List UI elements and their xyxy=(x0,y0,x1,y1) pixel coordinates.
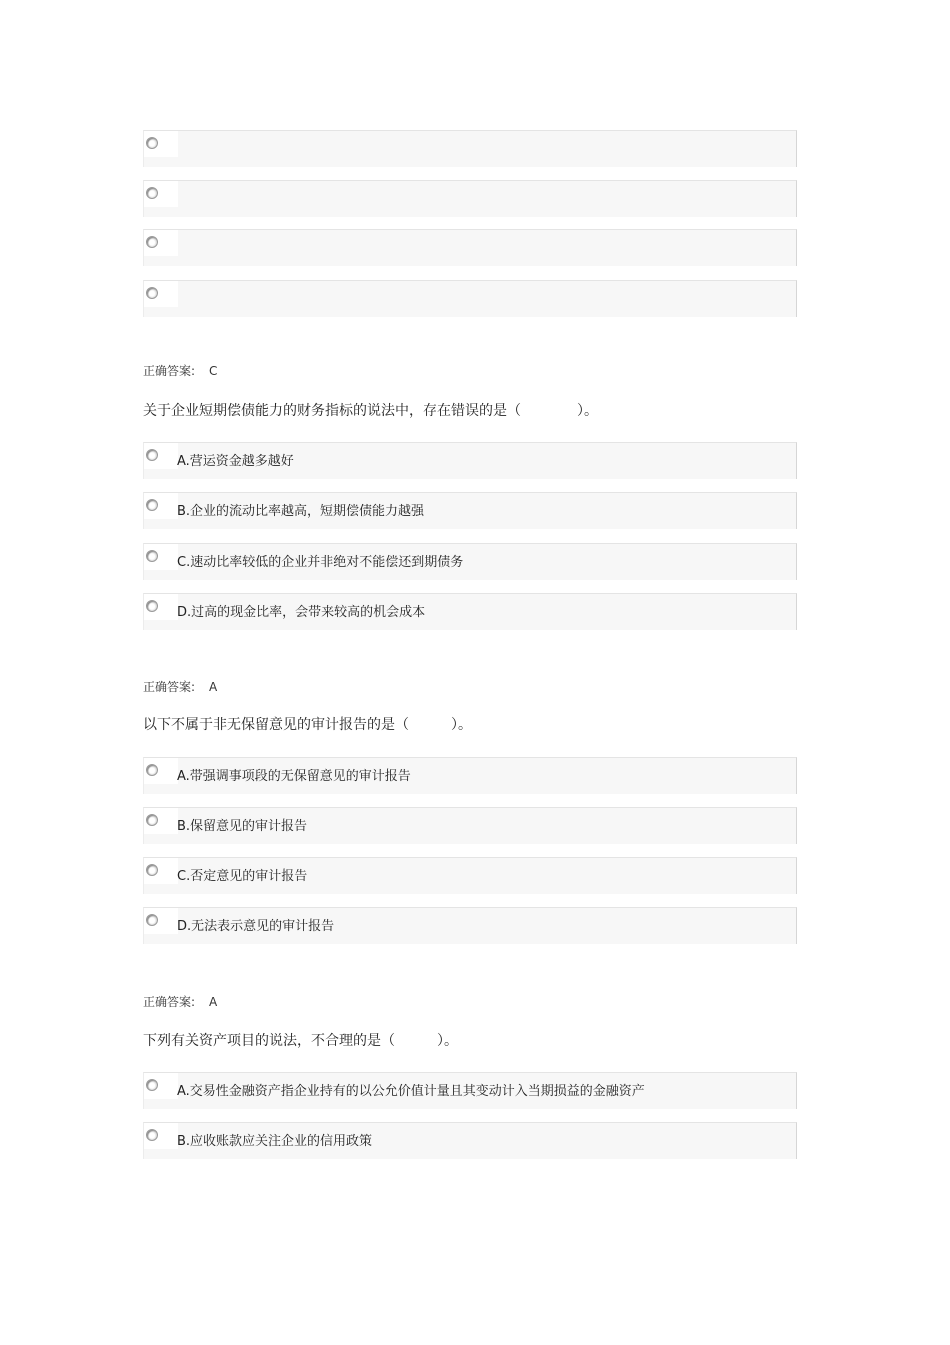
option-row[interactable] xyxy=(143,907,797,944)
radio-button-icon[interactable] xyxy=(146,187,158,199)
radio-button-icon[interactable] xyxy=(146,550,158,562)
correct-answer-value: C xyxy=(209,364,218,378)
correct-answer-label: 正确答案: xyxy=(143,995,196,1009)
question-text: 下列有关资产项目的说法，不合理的是（ ）。 xyxy=(143,1033,458,1049)
correct-answer-value: A xyxy=(209,995,218,1009)
radio-button-icon[interactable] xyxy=(146,1079,158,1091)
option-label: A.交易性金融资产指企业持有的以公允价值计量且其变动计入当期损益的金融资产 xyxy=(177,1084,645,1099)
option-row[interactable] xyxy=(143,1072,797,1109)
option-row[interactable] xyxy=(143,492,797,529)
radio-button-icon[interactable] xyxy=(146,914,158,926)
radio-button-icon[interactable] xyxy=(146,287,158,299)
question-text: 以下不属于非无保留意见的审计报告的是（ ）。 xyxy=(143,717,472,733)
correct-answer-label: 正确答案: xyxy=(143,364,196,378)
radio-button-icon[interactable] xyxy=(146,137,158,149)
radio-button-icon[interactable] xyxy=(146,764,158,776)
option-row[interactable] xyxy=(143,757,797,794)
radio-button-icon[interactable] xyxy=(146,1129,158,1141)
correct-answer-label: 正确答案: xyxy=(143,680,196,694)
option-row[interactable] xyxy=(143,543,797,580)
radio-button-icon[interactable] xyxy=(146,449,158,461)
option-row[interactable] xyxy=(143,442,797,479)
option-row[interactable] xyxy=(143,593,797,630)
option-label: D.过高的现金比率，会带来较高的机会成本 xyxy=(177,605,426,620)
option-row[interactable] xyxy=(143,280,797,317)
option-row[interactable] xyxy=(143,180,797,217)
correct-answer xyxy=(143,993,217,1010)
option-label: C.否定意见的审计报告 xyxy=(177,869,308,884)
radio-button-icon[interactable] xyxy=(146,236,158,248)
radio-button-icon[interactable] xyxy=(146,864,158,876)
radio-button-icon[interactable] xyxy=(146,814,158,826)
correct-answer-value: A xyxy=(209,680,218,694)
radio-button-icon[interactable] xyxy=(146,600,158,612)
option-row[interactable] xyxy=(143,229,797,266)
option-label: B.保留意见的审计报告 xyxy=(177,819,308,834)
correct-answer xyxy=(143,362,217,379)
question-text: 关于企业短期偿债能力的财务指标的说法中，存在错误的是（ ）。 xyxy=(143,403,598,419)
option-label: B.应收账款应关注企业的信用政策 xyxy=(177,1134,373,1149)
radio-button-icon[interactable] xyxy=(146,499,158,511)
option-row[interactable] xyxy=(143,130,797,167)
option-row[interactable] xyxy=(143,857,797,894)
option-label: D.无法表示意见的审计报告 xyxy=(177,919,335,934)
option-label: A.带强调事项段的无保留意见的审计报告 xyxy=(177,769,411,784)
option-row[interactable] xyxy=(143,807,797,844)
option-label: B.企业的流动比率越高，短期偿债能力越强 xyxy=(177,504,425,519)
option-label: C.速动比率较低的企业并非绝对不能偿还到期债务 xyxy=(177,555,464,570)
option-label: A.营运资金越多越好 xyxy=(177,454,294,469)
correct-answer xyxy=(143,678,217,695)
option-row[interactable] xyxy=(143,1122,797,1159)
